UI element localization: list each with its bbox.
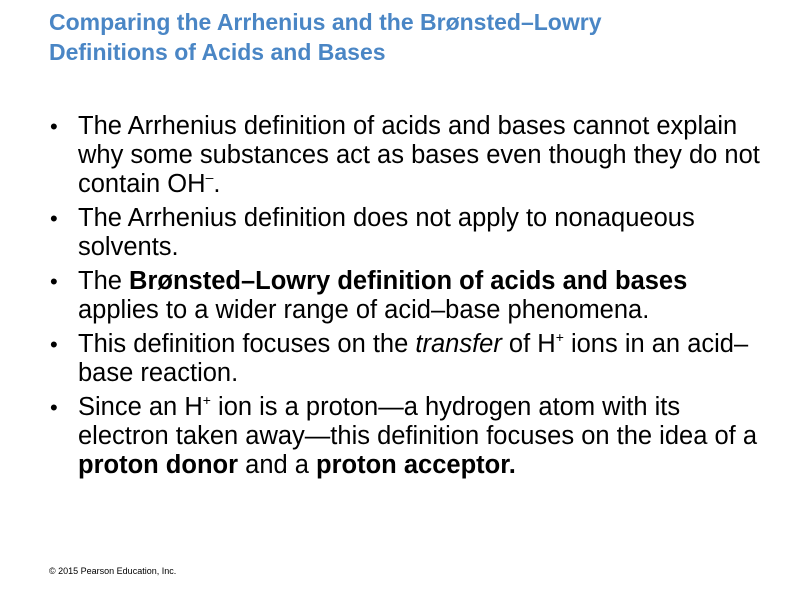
bullet-dot-icon: • bbox=[50, 269, 58, 294]
bullet-text-segment: The Arrhenius definition of acids and bases cannot explain why some substances act as bases even though they do not contain OH bbox=[78, 112, 760, 198]
bold-text: proton donor bbox=[78, 451, 239, 479]
bullet-text bbox=[78, 393, 757, 479]
slide-title-line-2: Definitions of Acids and Bases bbox=[49, 39, 386, 65]
italic-text: transfer bbox=[415, 330, 502, 358]
superscript-text: – bbox=[205, 169, 214, 185]
bullet-dot-icon: • bbox=[50, 206, 58, 231]
copyright-notice: © 2015 Pearson Education, Inc. bbox=[49, 566, 177, 576]
bullet-text-segment: of H bbox=[501, 330, 556, 358]
slide-title-line-1: Comparing the Arrhenius and the Brønsted–Lowry bbox=[49, 9, 602, 35]
slide-title bbox=[49, 7, 769, 67]
bullet-item bbox=[44, 267, 774, 325]
bullet-text-segment: ions in an acid–base reaction. bbox=[78, 330, 749, 387]
bullet-text-segment: and a bbox=[238, 451, 317, 479]
bullet-item bbox=[44, 393, 774, 480]
superscript-text: + bbox=[555, 329, 564, 345]
bullet-item bbox=[44, 112, 774, 199]
bullet-text-segment: The Arrhenius definition does not apply to nonaqueous solvents. bbox=[78, 204, 695, 261]
bold-text: proton acceptor. bbox=[316, 451, 516, 479]
bullet-item bbox=[44, 330, 774, 388]
bullet-text bbox=[78, 330, 748, 387]
bullet-text bbox=[78, 204, 695, 261]
bullet-text-segment: ion is a proton—a hydrogen atom with its electron taken away—this definition focuses on the idea of a bbox=[78, 393, 757, 450]
bullet-text-segment: applies to a wider range of acid–base phenomena. bbox=[78, 296, 650, 324]
bullet-text-segment: The bbox=[78, 267, 130, 295]
bullet-text-segment: This definition focuses on the bbox=[78, 330, 416, 358]
bullet-text bbox=[78, 267, 687, 324]
superscript-text: + bbox=[202, 392, 211, 408]
bullet-list bbox=[44, 112, 774, 485]
bullet-dot-icon: • bbox=[50, 114, 58, 139]
bullet-text-segment: Since an H bbox=[78, 393, 203, 421]
bullet-item bbox=[44, 204, 774, 262]
bullet-dot-icon: • bbox=[50, 395, 58, 420]
bullet-dot-icon: • bbox=[50, 332, 58, 357]
bullet-text bbox=[78, 112, 760, 198]
bullet-text-segment: . bbox=[213, 170, 221, 198]
bold-text: Brønsted–Lowry definition of acids and bases bbox=[129, 267, 688, 295]
